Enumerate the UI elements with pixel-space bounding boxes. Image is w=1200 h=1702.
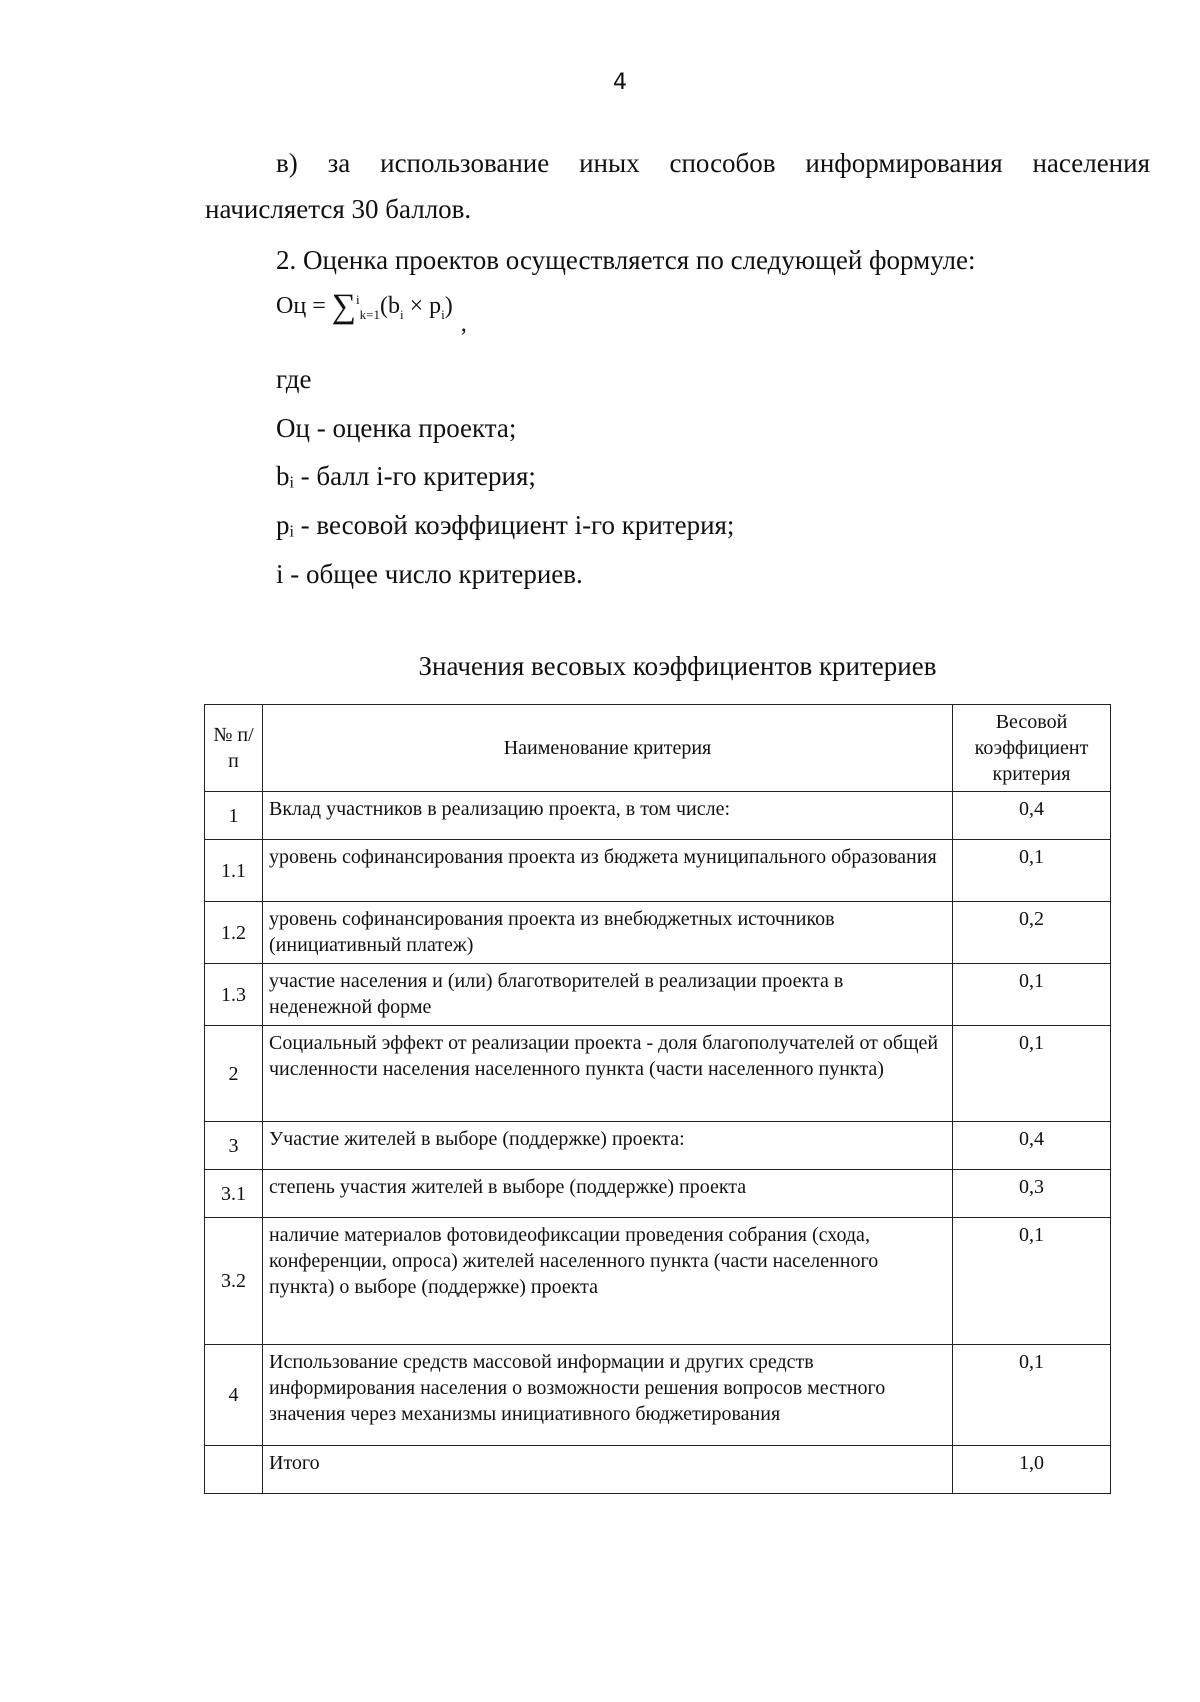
- table-row: [205, 1026, 1111, 1122]
- row-coef: 0,4: [953, 1122, 1111, 1170]
- sum-upper-limit: i: [355, 292, 360, 307]
- p-subscript: i: [441, 306, 445, 322]
- formula-times: × p: [403, 293, 442, 319]
- header-coef: Весовой коэффициент критерия: [953, 705, 1111, 792]
- paragraph-item-v: в) за использование иных способов информирования населения начисляется 30 баллов.: [205, 148, 1150, 224]
- row-name: Итого: [263, 1446, 953, 1494]
- table-row: [205, 902, 1111, 964]
- criteria-table: [204, 704, 1111, 1494]
- table-row: [205, 840, 1111, 902]
- table-row-total: [205, 1446, 1111, 1494]
- table-row: [205, 1122, 1111, 1170]
- row-coef: 0,1: [953, 1026, 1111, 1122]
- b-subscript: i: [399, 306, 404, 322]
- row-num: 4: [205, 1345, 263, 1446]
- row-name: наличие материалов фотовидеофиксации проведения собрания (схода, конференции, опроса) жителей населенного пункта (части населенного пункта) о выборе (поддержке) проекта: [263, 1218, 953, 1345]
- table-row: [205, 1170, 1111, 1218]
- row-name: Вклад участников в реализацию проекта, в том числе:: [263, 792, 953, 840]
- row-num: 1: [205, 792, 263, 840]
- row-num: 3.1: [205, 1170, 263, 1218]
- row-coef: 0,1: [953, 1218, 1111, 1345]
- row-name: уровень софинансирования проекта из внебюджетных источников (инициативный платеж): [263, 902, 953, 964]
- row-coef: 0,1: [953, 964, 1111, 1026]
- formula-close: ): [444, 293, 453, 319]
- score-formula: [276, 288, 467, 337]
- row-num: 3.2: [205, 1218, 263, 1345]
- row-name: уровень софинансирования проекта из бюджета муниципального образования: [263, 840, 953, 902]
- row-name: Социальный эффект от реализации проекта - доля благополучателей от общей численности населения населенного пункта (части населенного пункта): [263, 1026, 953, 1122]
- row-name: участие населения и (или) благотворителей в реализации проекта в неденежной форме: [263, 964, 953, 1026]
- sigma-symbol: ∑: [331, 288, 356, 325]
- row-coef: 0,3: [953, 1170, 1111, 1218]
- table-row: [205, 964, 1111, 1026]
- formula-equals: =: [306, 293, 332, 319]
- row-name: Использование средств массовой информации и других средств информирования населения о возможности решения вопросов местного значения через механизмы инициативного бюджетирования: [263, 1345, 953, 1446]
- formula-lhs: Оц: [276, 293, 307, 319]
- table-row: [205, 1345, 1111, 1446]
- definition-score: Оц - оценка проекта;: [276, 413, 517, 443]
- formula-comma: ,: [460, 311, 467, 337]
- sum-lower-limit: k=1: [359, 306, 380, 322]
- formula-open: (b: [379, 293, 400, 319]
- page-number: 4: [613, 70, 627, 95]
- row-coef: 0,1: [953, 1345, 1111, 1446]
- table-caption: Значения весовых коэффициентов критериев: [418, 651, 937, 681]
- header-num: № п/п: [205, 705, 263, 792]
- row-num: 1.3: [205, 964, 263, 1026]
- definition-i: i - общее число критериев.: [276, 559, 583, 589]
- row-num: 2: [205, 1026, 263, 1122]
- paragraph-item-2: 2. Оценка проектов осуществляется по следующей формуле:: [276, 245, 976, 275]
- row-coef: 0,1: [953, 840, 1111, 902]
- table-row: [205, 792, 1111, 840]
- row-num: 1.2: [205, 902, 263, 964]
- row-coef: 0,2: [953, 902, 1111, 964]
- row-coef: 0,4: [953, 792, 1111, 840]
- row-name: Участие жителей в выборе (поддержке) проекта:: [263, 1122, 953, 1170]
- row-num: 3: [205, 1122, 263, 1170]
- row-num: 1.1: [205, 840, 263, 902]
- where-label: где: [276, 364, 312, 394]
- row-name: степень участия жителей в выборе (поддержке) проекта: [263, 1170, 953, 1218]
- definition-b: bᵢ - балл i-го критерия;: [276, 461, 536, 491]
- table-row: [205, 1218, 1111, 1345]
- definition-p: pᵢ - весовой коэффициент i-го критерия;: [276, 510, 735, 540]
- row-coef: 1,0: [953, 1446, 1111, 1494]
- row-num: [205, 1446, 263, 1494]
- header-name: Наименование критерия: [263, 705, 953, 792]
